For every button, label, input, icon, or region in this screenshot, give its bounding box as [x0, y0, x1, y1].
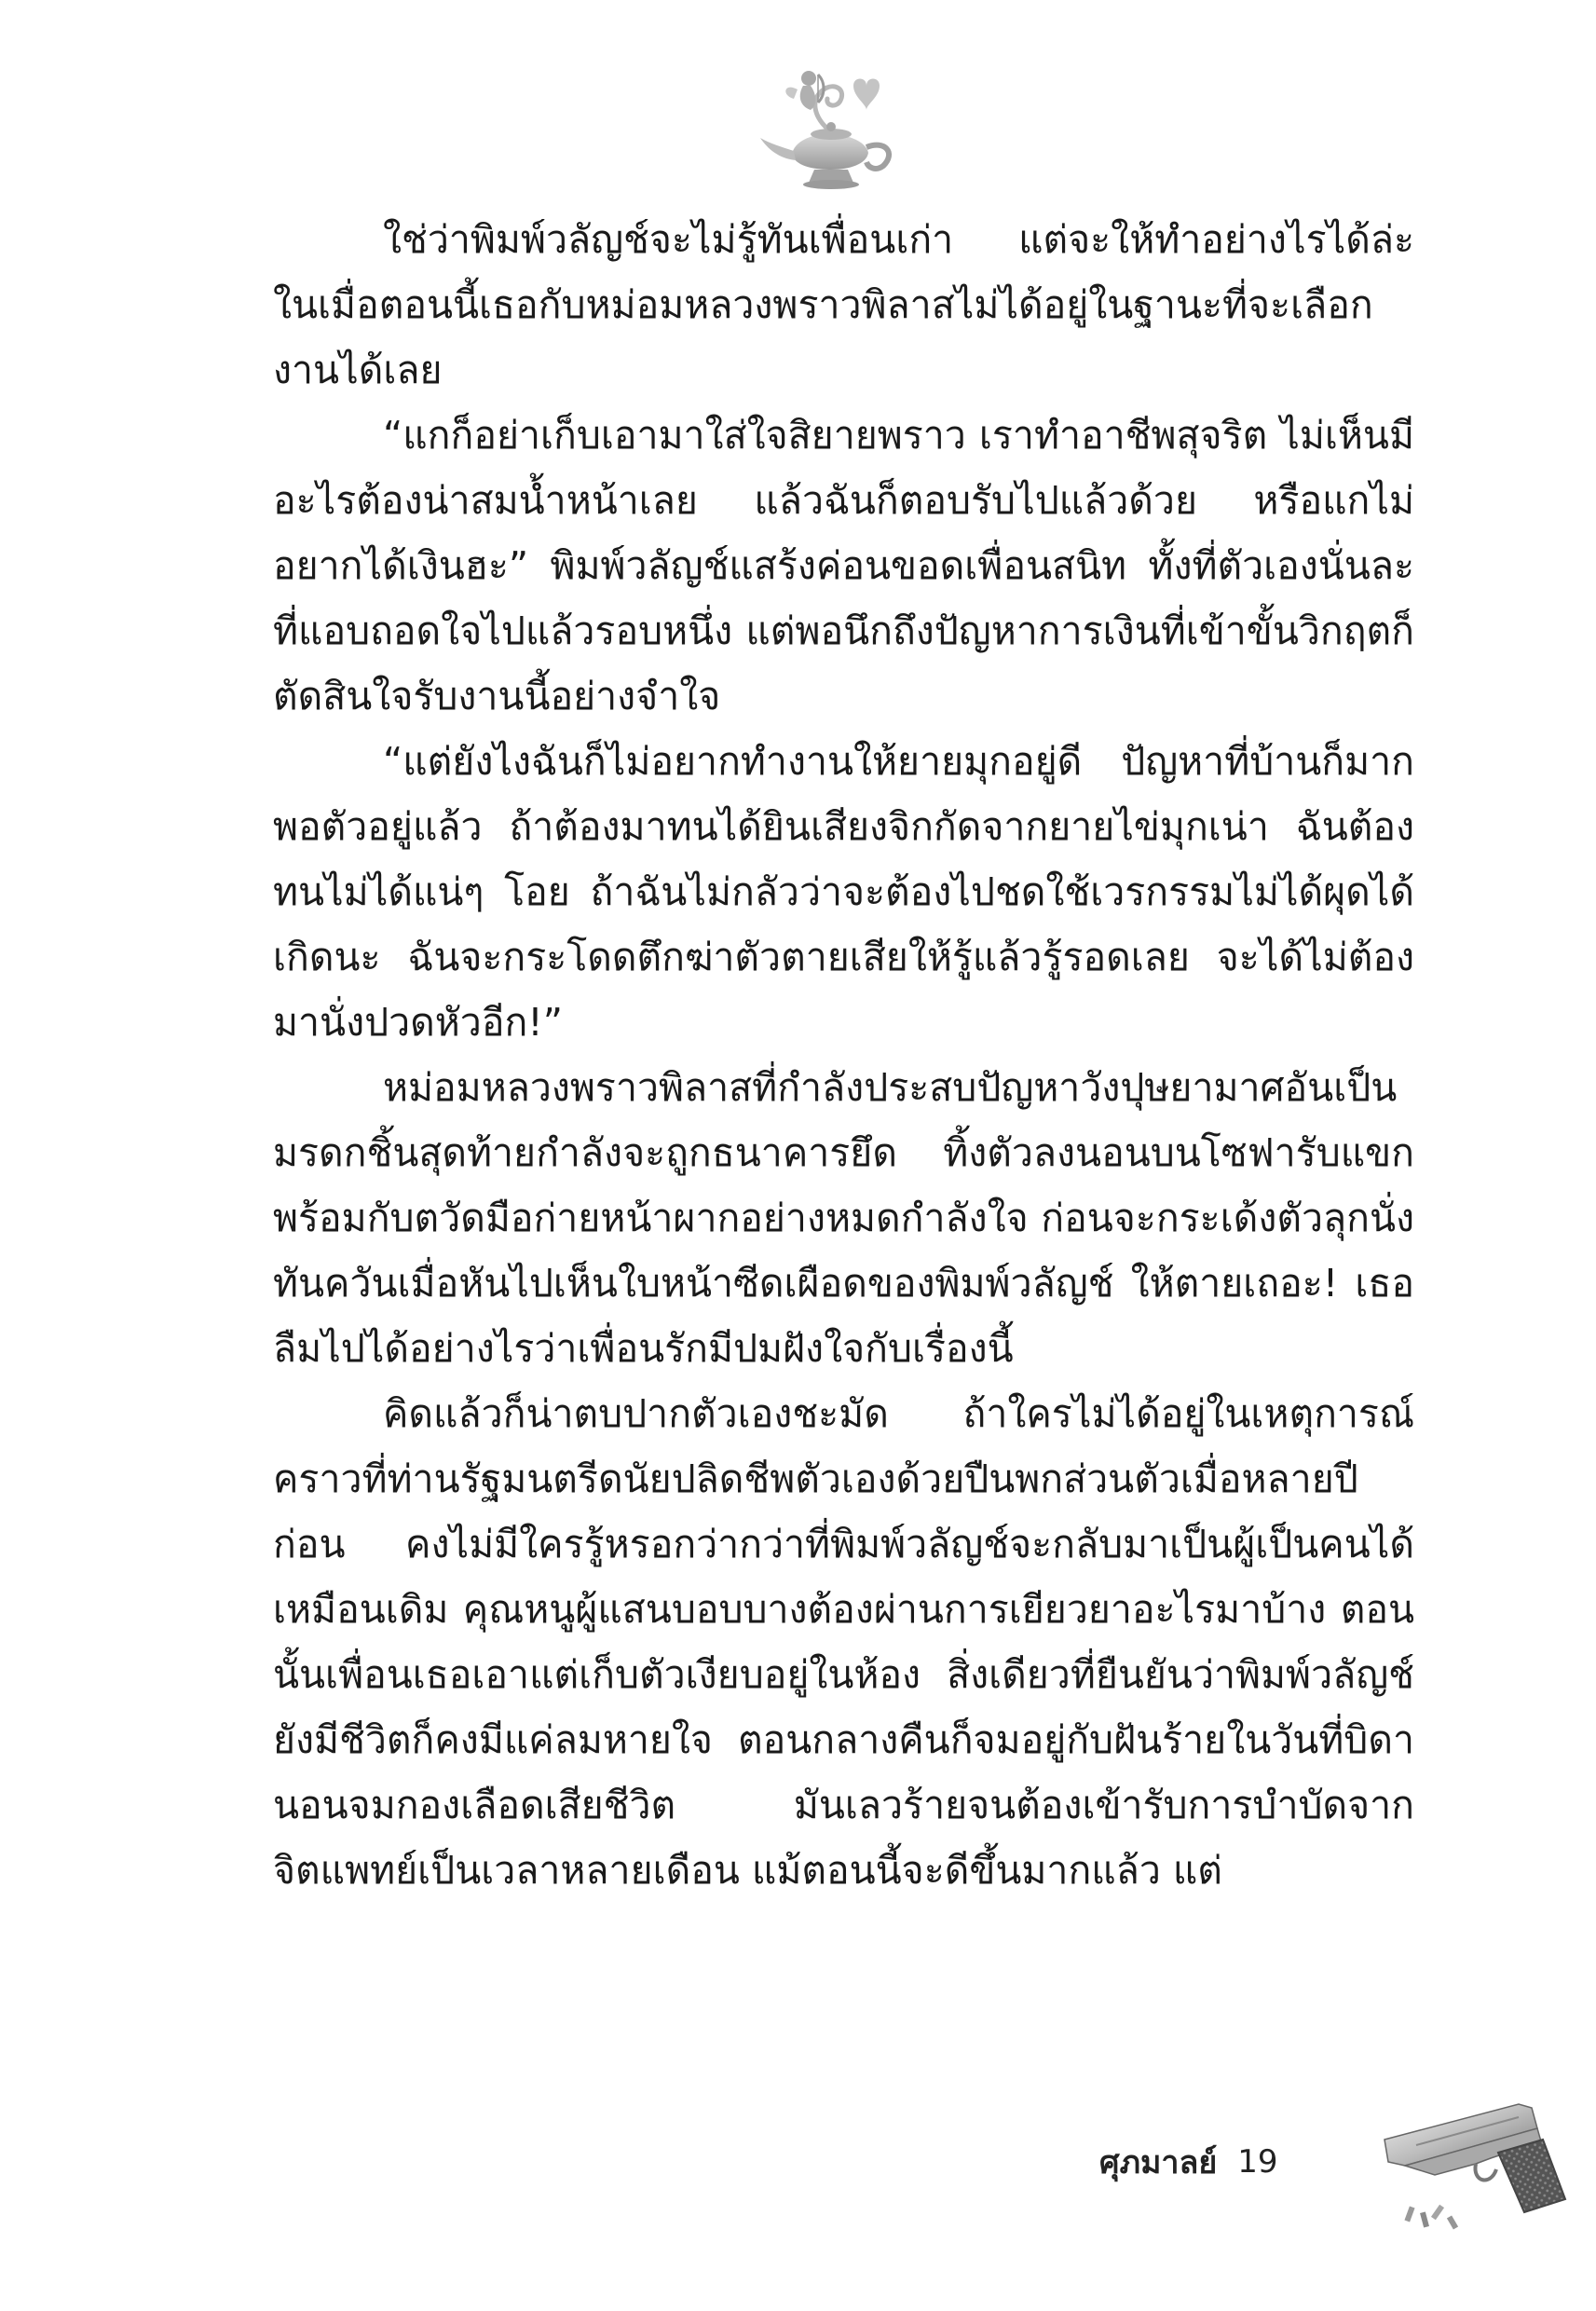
paragraph-5: คิดแล้วก็น่าตบปากตัวเองชะมัด ถ้าใครไม่ได้อยู่ในเหตุการณ์คราวที่ท่านรัฐมนตรีดนัยปลิดชีพตัวเองด้วยปืนพกส่วนตัวเมื่อหลายปีก่อน คงไม่มีใครรู้หรอกว่ากว่าที่พิมพ์วลัญช์จะกลับมาเป็นผู้เป็นคนได้เหมือนเดิม คุณหนูผู้แสนบอบบางต้องผ่านการเยียวยาอะไรมาบ้าง ตอนนั้นเพื่อนเธอเอาแต่เก็บตัวเงียบอยู่ในห้อง สิ่งเดียวที่ยืนยันว่าพิมพ์วลัญช์ยังมีชีวิตก็คงมีแค่ลมหายใจ ตอนกลางคืนก็จมอยู่กับฝันร้ายในวันที่บิดานอนจมกองเลือดเสียชีวิต มันเลวร้ายจนต้องเข้ารับการบำบัดจากจิตแพทย์เป็นเวลาหลายเดือน แม้ตอนนี้จะดีขึ้นมากแล้ว แต่ — [273, 1391, 1414, 1893]
page-number: 19 — [1237, 2143, 1278, 2181]
page-footer — [1099, 2134, 1278, 2190]
paragraph-4: หม่อมหลวงพราวพิลาสที่กำลังประสบปัญหาวังปุษยามาศอันเป็นมรดกชิ้นสุดท้ายกำลังจะถูกธนาคารยึด ทิ้งตัวลงนอนบนโซฟารับแขกพร้อมกับตวัดมือก่ายหน้าผากอย่างหมดกำลังใจ ก่อนจะกระเด้งตัวลุกนั่งทันควันเมื่อหันไปเห็นใบหน้าซีดเผือดของพิมพ์วลัญช์ ให้ตายเถอะ! เธอลืมไปได้อย่างไรว่าเพื่อนรักมีปมฝังใจกับเรื่องนี้ — [273, 1065, 1414, 1371]
author-name: ศุภมาลย์ — [1099, 2144, 1218, 2181]
paragraph-2: “แกก็อย่าเก็บเอามาใส่ใจสิยายพราว เราทำอาชีพสุจริต ไม่เห็นมีอะไรต้องน่าสมน้ำหน้าเลย แล้วฉันก็ตอบรับไปแล้วด้วย หรือแกไม่อยากได้เงินฮะ” พิมพ์วลัญช์แสร้งค่อนขอดเพื่อนสนิท ทั้งที่ตัวเองนั่นละที่แอบถอดใจไปแล้วรอบหนึ่ง แต่พอนึกถึงปัญหาการเงินที่เข้าขั้นวิกฤตก็ตัดสินใจรับงานนี้อย่างจำใจ — [273, 413, 1414, 718]
genie-lamp-icon — [757, 58, 906, 202]
pistol-icon — [1379, 2097, 1575, 2236]
paragraph-1: ใช่ว่าพิมพ์วลัญช์จะไม่รู้ทันเพื่อนเก่า แต่จะให้ทำอย่างไรได้ล่ะ ในเมื่อตอนนี้เธอกับหม่อมหลวงพราวพิลาสไม่ได้อยู่ในฐานะที่จะเลือกงานได้เลย — [273, 217, 1414, 392]
paragraph-3: “แต่ยังไงฉันก็ไม่อยากทำงานให้ยายมุกอยู่ดี ปัญหาที่บ้านก็มากพอตัวอยู่แล้ว ถ้าต้องมาทนได้ยินเสียงจิกกัดจากยายไข่มุกเน่า ฉันต้องทนไม่ได้แน่ๆ โอย ถ้าฉันไม่กลัวว่าจะต้องไปชดใช้เวรกรรมไม่ได้ผุดได้เกิดนะ ฉันจะกระโดดตึกฆ่าตัวตายเสียให้รู้แล้วรู้รอดเลย จะได้ไม่ต้องมานั่งปวดหัวอีก!” — [273, 739, 1414, 1045]
body-text — [273, 207, 1414, 1903]
